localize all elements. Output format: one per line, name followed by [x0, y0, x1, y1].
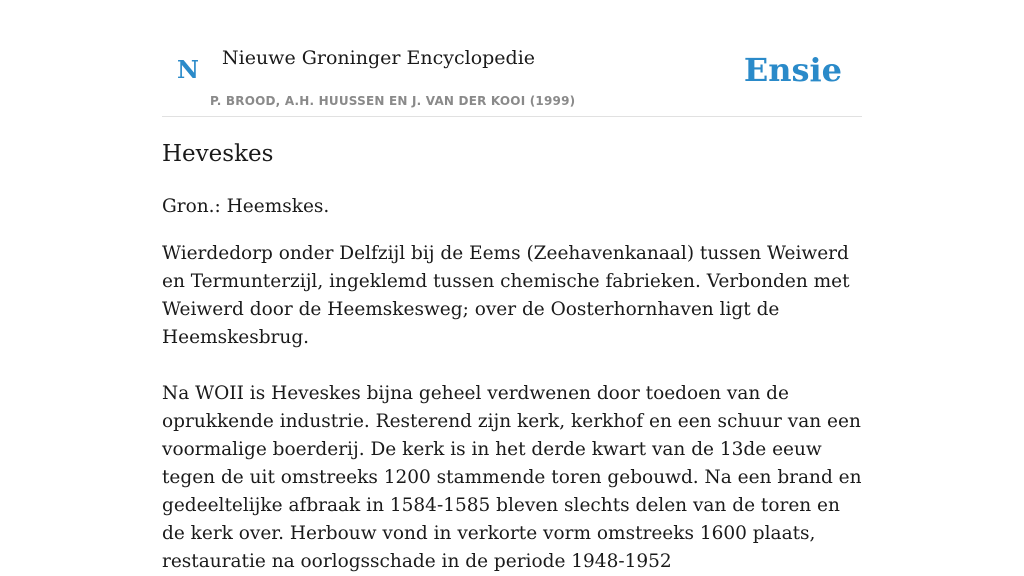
article-paragraph: Na WOII is Heveskes bijna geheel verdwenen door toedoen van de oprukkende industrie. Resterend zijn kerk, kerkhof en een schuur van een voormalige boerderij. De kerk is in het derde kwart van de 13de eeuw tegen de uit omstreeks 1200 stammende toren gebouwd. Na een brand en gedeeltelijke afbraak in 1584-1585 bleven slechts delen van de toren en de kerk over. Herbouw vond in verkorte vorm omstreeks 1600 plaats, restauratie na oorlogsschade in de periode 1948-1952: [162, 383, 862, 572]
header: [162, 0, 862, 117]
ensie-logo[interactable]: Ensie: [743, 51, 842, 89]
book-authors: P. BROOD, A.H. HUUSSEN EN J. VAN DER KOOI (1999): [210, 94, 576, 108]
article-paragraph: Wierdedorp onder Delfzijl bij de Eems (Zeehavenkanaal) tussen Weiwerd en Termunterzijl, ingeklemd tussen chemische fabrieken. Verbonden met Weiwerd door de Heemskesweg; over de Oosterhornhaven ligt de Heemskesbrug.: [162, 243, 850, 348]
article: [162, 138, 862, 576]
book-logo[interactable]: N: [177, 55, 199, 84]
entry-alias: Gron.: Heemskes.: [162, 196, 330, 217]
entry-title: Heveskes: [162, 141, 274, 167]
book-title-link[interactable]: Nieuwe Groninger Encyclopedie: [222, 47, 536, 69]
